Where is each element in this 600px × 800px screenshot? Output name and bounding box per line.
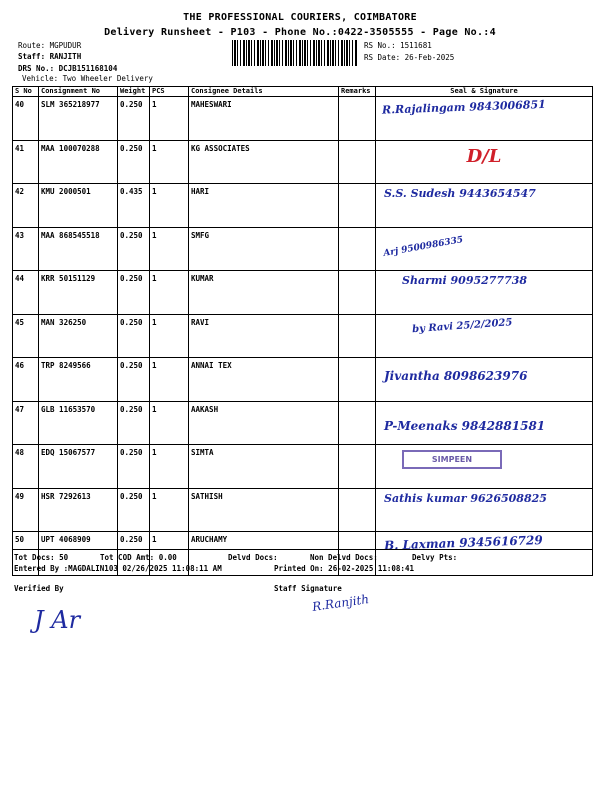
table-header-row — [13, 87, 593, 97]
row-consignee: SMFG — [189, 227, 339, 271]
col-consignment: Consignment No — [39, 87, 118, 97]
row-consignment-no: EDQ 15067577 — [39, 445, 118, 489]
row-consignee: AAKASH — [189, 401, 339, 445]
handwritten-signature: B. Laxman 9345616729 — [383, 533, 543, 553]
col-remarks: Remarks — [339, 87, 376, 97]
row-remarks — [339, 140, 376, 184]
row-consignee: HARI — [189, 184, 339, 228]
row-sno: 40 — [13, 97, 39, 141]
table-row — [13, 184, 593, 228]
handwritten-signature: by Ravi 25/2/2025 — [411, 316, 513, 335]
delvy-pts: Delvy Pts: — [412, 553, 458, 562]
row-weight: 0.250 — [118, 445, 150, 489]
row-remarks — [339, 314, 376, 358]
row-remarks — [339, 227, 376, 271]
row-remarks — [339, 445, 376, 489]
staff-label: Staff: RANJITH — [18, 52, 82, 61]
row-pcs: 1 — [150, 140, 189, 184]
row-pcs: 1 — [150, 227, 189, 271]
row-sno: 44 — [13, 271, 39, 315]
row-consignee: RAVI — [189, 314, 339, 358]
runsheet-table — [12, 86, 593, 576]
row-remarks — [339, 358, 376, 402]
table-row — [13, 271, 593, 315]
row-sno: 45 — [13, 314, 39, 358]
row-consignment-no: GLB 11653570 — [39, 401, 118, 445]
handwritten-signature: D/L — [466, 145, 502, 167]
row-consignment-no: SLM 365218977 — [39, 97, 118, 141]
row-sno: 50 — [13, 532, 39, 576]
row-remarks — [339, 184, 376, 228]
tot-docs: Tot Docs: 50 — [14, 553, 69, 562]
rs-date: RS Date: 26-Feb-2025 — [364, 53, 455, 62]
row-signature-cell — [376, 140, 593, 184]
row-weight: 0.250 — [118, 227, 150, 271]
handwritten-signature: Jivantha 8098623976 — [384, 369, 528, 383]
handwritten-signature: R.Rajalingam 9843006851 — [381, 97, 546, 117]
row-sno: 46 — [13, 358, 39, 402]
verified-signature: J Ar — [34, 606, 81, 634]
table-row — [13, 227, 593, 271]
row-weight: 0.250 — [118, 314, 150, 358]
row-remarks — [339, 271, 376, 315]
row-weight: 0.250 — [118, 488, 150, 532]
handwritten-signature: Sathis kumar 9626508825 — [384, 491, 547, 505]
row-consignment-no: MAN 326250 — [39, 314, 118, 358]
row-sno: 42 — [13, 184, 39, 228]
row-signature-cell — [376, 227, 593, 271]
row-sno: 49 — [13, 488, 39, 532]
row-pcs: 1 — [150, 532, 189, 576]
row-consignment-no: HSR 7292613 — [39, 488, 118, 532]
row-weight: 0.250 — [118, 532, 150, 576]
row-signature-cell — [376, 401, 593, 445]
row-signature-cell — [376, 314, 593, 358]
table-row — [13, 314, 593, 358]
route-label: Route: MGPUDUR — [18, 41, 82, 50]
row-remarks — [339, 488, 376, 532]
table-row — [13, 401, 593, 445]
entered-by: Entered By :MAGDALIN103 02/26/2025 11:08:11 AM — [14, 564, 222, 573]
row-consignee: ARUCHAMY — [189, 532, 339, 576]
row-consignee: ANNAI TEX — [189, 358, 339, 402]
row-consignee: KG ASSOCIATES — [189, 140, 339, 184]
table-row — [13, 358, 593, 402]
row-remarks — [339, 401, 376, 445]
row-consignment-no: MAA 868545518 — [39, 227, 118, 271]
row-pcs: 1 — [150, 401, 189, 445]
row-pcs: 1 — [150, 445, 189, 489]
row-pcs: 1 — [150, 97, 189, 141]
row-pcs: 1 — [150, 358, 189, 402]
table-row — [13, 445, 593, 489]
handwritten-signature: S.S. Sudesh 9443654547 — [384, 187, 536, 200]
col-sno: S No — [13, 87, 39, 97]
runsheet-subtitle: Delivery Runsheet - P103 - Phone No.:0422-3505555 - Page No.:4 — [104, 27, 496, 38]
col-signature: Seal & Signature — [376, 87, 593, 97]
row-consignment-no: UPT 4068909 — [39, 532, 118, 576]
row-weight: 0.250 — [118, 140, 150, 184]
row-pcs: 1 — [150, 271, 189, 315]
seal-stamp: SIMPEEN — [402, 450, 502, 469]
table-row — [13, 488, 593, 532]
handwritten-signature: Arj 9500986335 — [382, 234, 464, 259]
drs-number: DRS No.: DCJB151168104 — [18, 64, 118, 73]
row-pcs: 1 — [150, 184, 189, 228]
row-weight: 0.250 — [118, 358, 150, 402]
row-sno: 48 — [13, 445, 39, 489]
staff-signature: R.Ranjith — [311, 592, 370, 614]
row-weight: 0.435 — [118, 184, 150, 228]
row-consignee: KUMAR — [189, 271, 339, 315]
delvd-docs: Delvd Docs: — [228, 553, 278, 562]
table-row — [13, 97, 593, 141]
vehicle-label: Vehicle: Two Wheeler Delivery — [22, 74, 153, 83]
row-signature-cell — [376, 488, 593, 532]
row-sno: 41 — [13, 140, 39, 184]
row-weight: 0.250 — [118, 271, 150, 315]
footer-rule — [12, 549, 592, 550]
row-sno: 43 — [13, 227, 39, 271]
row-signature-cell — [376, 358, 593, 402]
non-delvd-docs: Non Delvd Docs: — [310, 553, 378, 562]
company-title: THE PROFESSIONAL COURIERS, COIMBATORE — [183, 12, 417, 23]
col-consignee: Consignee Details — [189, 87, 339, 97]
barcode — [232, 40, 358, 66]
handwritten-signature: P-Meenaks 9842881581 — [384, 418, 546, 433]
col-weight: Weight — [118, 87, 150, 97]
row-pcs: 1 — [150, 488, 189, 532]
row-consignment-no: TRP 8249566 — [39, 358, 118, 402]
row-consignment-no: KMU 2000501 — [39, 184, 118, 228]
row-weight: 0.250 — [118, 401, 150, 445]
staff-signature-label: Staff Signature — [274, 584, 342, 593]
rs-number: RS No.: 1511681 — [364, 41, 432, 50]
row-signature-cell — [376, 97, 593, 141]
row-consignment-no: KRR 50151129 — [39, 271, 118, 315]
row-sno: 47 — [13, 401, 39, 445]
row-consignee: SATHISH — [189, 488, 339, 532]
printed-on: Printed On: 26-02-2025 11:08:41 — [274, 564, 414, 573]
row-signature-cell — [376, 445, 593, 489]
row-weight: 0.250 — [118, 97, 150, 141]
tot-cod-amt: Tot COD Amt: 0.00 — [100, 553, 177, 562]
row-remarks — [339, 97, 376, 141]
table-row — [13, 140, 593, 184]
row-signature-cell — [376, 271, 593, 315]
verified-by-label: Verified By — [14, 584, 64, 593]
handwritten-signature: Sharmi 9095277738 — [402, 274, 528, 287]
col-pcs: PCS — [150, 87, 189, 97]
row-pcs: 1 — [150, 314, 189, 358]
row-consignee: SIMTA — [189, 445, 339, 489]
row-consignment-no: MAA 100070288 — [39, 140, 118, 184]
row-consignee: MAHESWARI — [189, 97, 339, 141]
